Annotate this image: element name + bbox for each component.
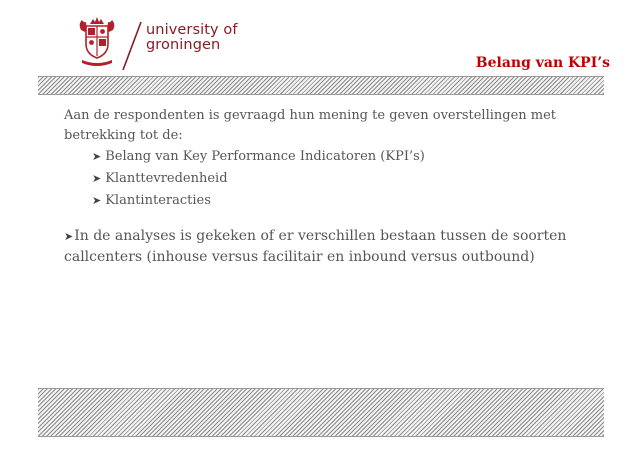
arrow-bullet-icon: ➤ <box>92 194 102 207</box>
arrow-bullet-icon: ➤ <box>64 230 74 243</box>
bullet-text: Klanttevredenheid <box>105 171 228 186</box>
list-item <box>92 168 584 190</box>
university-crest-icon <box>78 16 116 66</box>
intro-text: Aan de respondenten is gevraagd hun mening te geven overstellingen met betrekking tot de: <box>64 108 557 143</box>
hatched-band-bottom <box>38 388 604 437</box>
hatched-band-top <box>38 76 604 95</box>
university-logo <box>78 16 258 72</box>
bullet-text: Belang van Key Performance Indicatoren (KPI’s) <box>105 149 425 164</box>
paragraph-text: In de analyses is gekeken of er verschillen bestaan tussen de soorten callcenters (inhouse versus facilitair en inbound versus outbound) <box>64 228 567 265</box>
arrow-bullet-icon: ➤ <box>92 172 102 185</box>
logo-line-2: groningen <box>146 37 221 53</box>
slide-title: Belang van KPI’s <box>475 55 610 71</box>
analysis-paragraph <box>64 226 584 268</box>
bullet-text: Klantinteracties <box>105 193 211 208</box>
logo-line-1: university of <box>146 22 238 38</box>
slide-body <box>64 106 584 268</box>
list-item <box>92 146 584 168</box>
logo-slash-icon <box>120 20 144 72</box>
bullet-list <box>64 146 584 212</box>
list-item <box>92 190 584 212</box>
arrow-bullet-icon: ➤ <box>92 150 102 163</box>
logo-wordmark <box>146 23 238 53</box>
